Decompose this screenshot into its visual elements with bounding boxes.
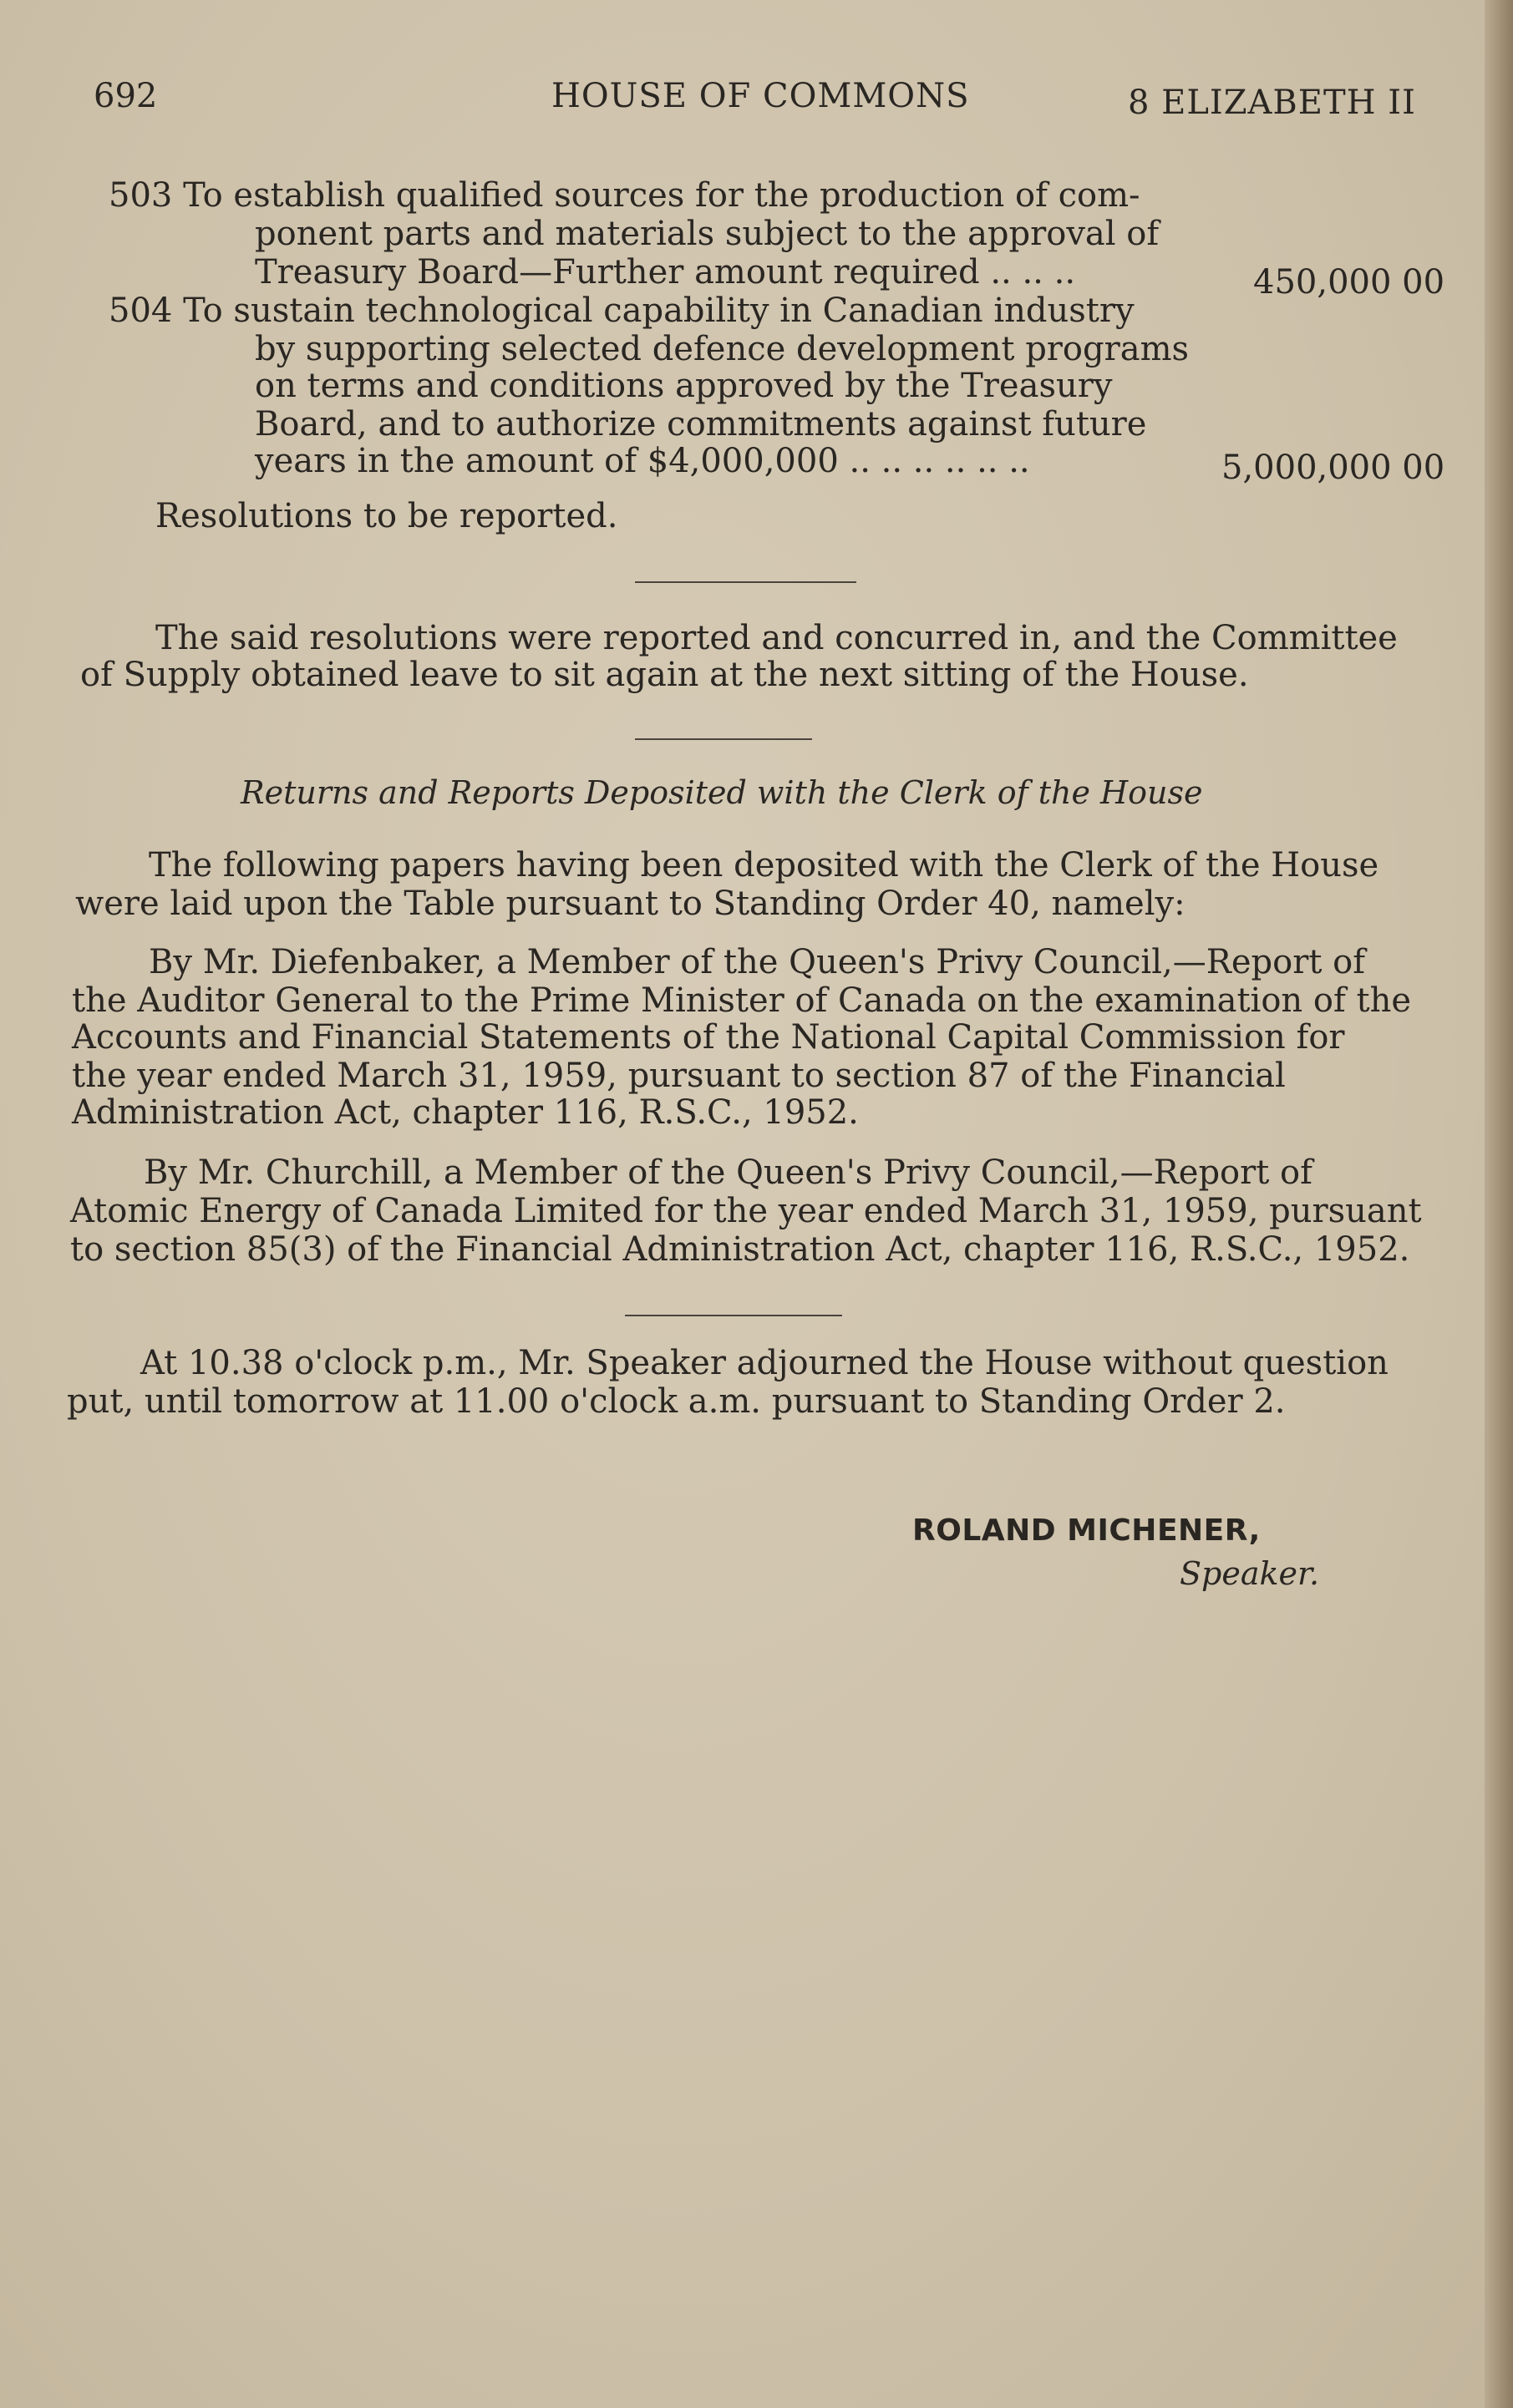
item-line: 503 To establish qualified sources for the production of com- [109,176,1140,215]
paragraph-line: Administration Act, chapter 116, R.S.C., 1952. [72,1093,859,1132]
paragraph-line: The said resolutions were reported and concurred in, and the Committee [155,619,1398,657]
section-divider [625,1315,842,1316]
item-line: years in the amount of $4,000,000 .. .. .. .. .. .. [255,442,1030,480]
item-line: on terms and conditions approved by the Treasury [255,367,1113,405]
item-line: ponent parts and materials subject to the approval of [255,215,1160,253]
item-amount: 450,000 00 [1253,263,1445,302]
paragraph-line: of Supply obtained leave to sit again at the next sitting of the House. [80,656,1249,694]
signature-name: ROLAND MICHENER, [912,1513,1261,1548]
page-number: 692 [94,77,158,115]
paragraph-line: The following papers having been deposited with the Clerk of the House [149,846,1379,885]
item-line: by supporting selected defence development programs [255,330,1190,368]
item-line: Board, and to authorize commitments against future [255,405,1147,444]
item-amount: 5,000,000 00 [1221,449,1445,487]
paragraph-line: to section 85(3) of the Financial Administration Act, chapter 116, R.S.C., 1952. [70,1230,1410,1269]
paragraph-line: Atomic Energy of Canada Limited for the year ended March 31, 1959, pursuant [70,1192,1422,1230]
paragraph-line: By Mr. Churchill, a Member of the Queen's Privy Council,—Report of [144,1153,1312,1192]
item-line: Treasury Board—Further amount required .. .. .. [255,253,1076,291]
section-divider [635,581,856,583]
paragraph-line: Accounts and Financial Statements of the National Capital Commission for [72,1018,1345,1057]
running-title: HOUSE OF COMMONS [551,77,970,115]
paragraph-line: the year ended March 31, 1959, pursuant to section 87 of the Financial [72,1057,1286,1095]
paragraph-line: By Mr. Diefenbaker, a Member of the Queen's Privy Council,—Report of [149,943,1365,981]
section-heading: Returns and Reports Deposited with the Clerk of the House [241,774,1203,811]
resolutions-note: Resolutions to be reported. [155,497,618,535]
regnal-year: 8 ELIZABETH II [1128,84,1416,122]
item-line: 504 To sustain technological capability in Canadian industry [109,291,1135,330]
paragraph-line: At 10.38 o'clock p.m., Mr. Speaker adjourned the House without question [140,1344,1389,1382]
paragraph-line: put, until tomorrow at 11.00 o'clock a.m. pursuant to Standing Order 2. [67,1382,1286,1421]
section-divider [635,738,812,740]
paragraph-line: were laid upon the Table pursuant to Standing Order 40, namely: [75,885,1186,923]
paragraph-line: the Auditor General to the Prime Minister of Canada on the examination of the [72,981,1412,1020]
book-spine-edge [1485,0,1513,2408]
signature-title: Speaker. [1180,1555,1320,1592]
